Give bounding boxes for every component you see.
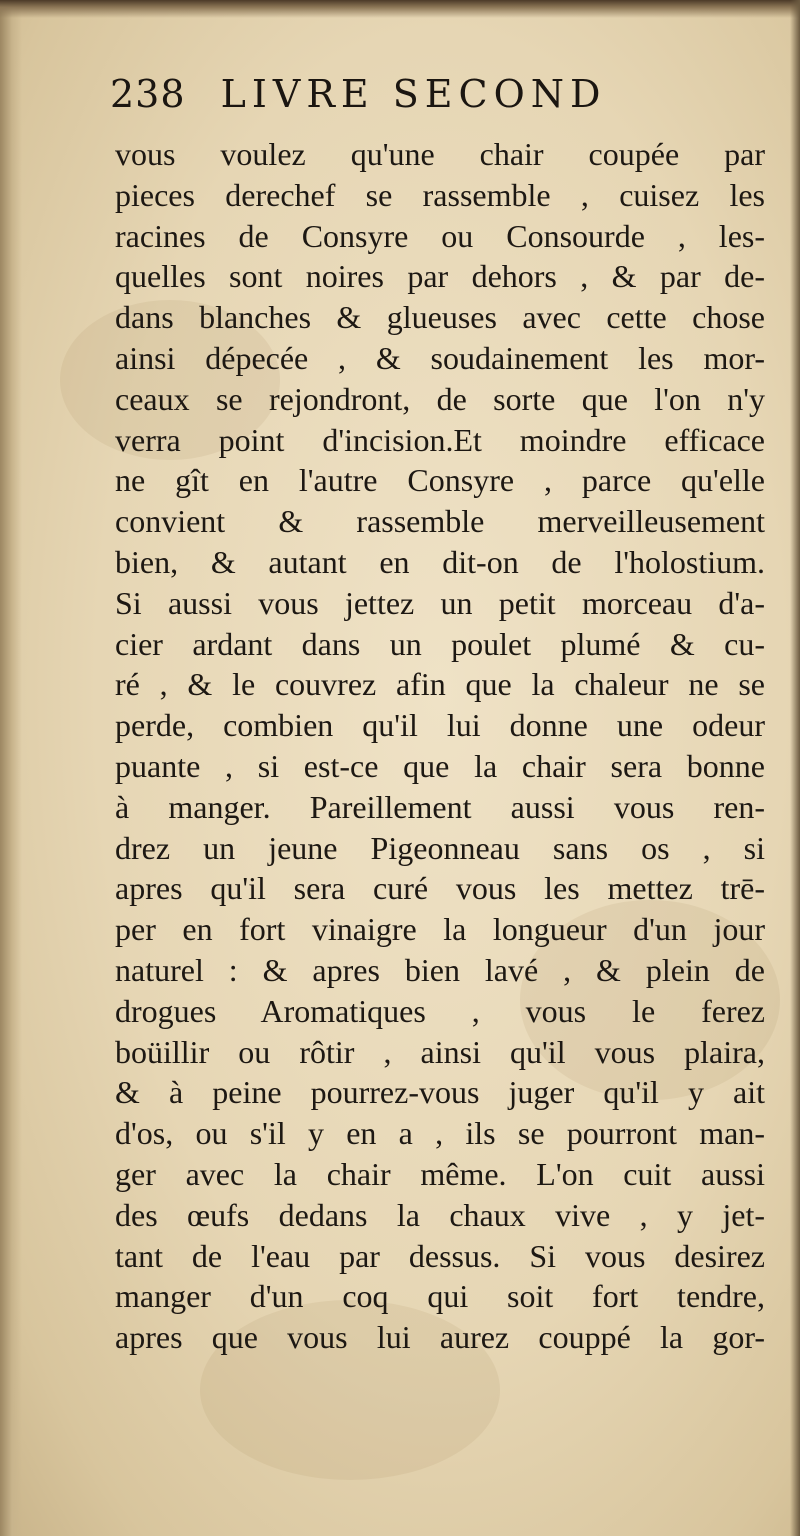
text-line: convient & rassemble merveilleusement xyxy=(115,503,765,540)
text-line: ainsi dépecée , & soudainement les mor- xyxy=(115,339,765,376)
running-head xyxy=(110,72,606,116)
text-line: bien, & autant en dit-on de l'holostium. xyxy=(115,543,765,580)
text-line: apres qu'il sera curé vous les mettez trē- xyxy=(115,870,765,907)
text-line: naturel : & apres bien lavé , & plein de xyxy=(115,951,765,988)
page-number: 238 xyxy=(110,72,186,116)
text-line: des œufs dedans la chaux vive , y jet- xyxy=(115,1196,765,1233)
text-line: cier ardant dans un poulet plumé & cu- xyxy=(115,625,765,662)
text-line: perde, combien qu'il lui donne une odeur xyxy=(115,707,765,744)
text-line: racines de Consyre ou Consourde , les- xyxy=(115,217,765,254)
text-line: ne gît en l'autre Consyre , parce qu'elle xyxy=(115,462,765,499)
text-line: per en fort vinaigre la longueur d'un jour xyxy=(115,911,765,948)
text-line: boüillir ou rôtir , ainsi qu'il vous plaira, xyxy=(115,1033,765,1070)
page-top-edge xyxy=(0,0,800,18)
text-line: dans blanches & glueuses avec cette chose xyxy=(115,299,765,336)
text-line: Si aussi vous jettez un petit morceau d'a- xyxy=(115,584,765,621)
text-line: pieces derechef se rassemble , cuisez les xyxy=(115,176,765,213)
text-line: tant de l'eau par dessus. Si vous desirez xyxy=(115,1237,765,1274)
body-text xyxy=(115,134,765,1358)
text-line: drez un jeune Pigeonneau sans os , si xyxy=(115,829,765,866)
text-line: manger d'un coq qui soit fort tendre, xyxy=(115,1278,765,1315)
text-line: ceaux se rejondront, de sorte que l'on n'y xyxy=(115,380,765,417)
text-line: vous voulez qu'une chair coupée par xyxy=(115,136,765,172)
text-line: d'os, ou s'il y en a , ils se pourront man- xyxy=(115,1115,765,1152)
text-line: puante , si est-ce que la chair sera bonne xyxy=(115,747,765,784)
text-line: drogues Aromatiques , vous le ferez xyxy=(115,992,765,1029)
text-line: & à peine pourrez-vous juger qu'il y ait xyxy=(115,1074,765,1111)
text-line: quelles sont noires par dehors , & par de- xyxy=(115,258,765,295)
text-line: à manger. Pareillement aussi vous ren- xyxy=(115,788,765,825)
text-line: verra point d'incision.Et moindre efficace xyxy=(115,421,765,458)
text-line: apres que vous lui aurez couppé la gor- xyxy=(115,1319,765,1356)
page-right-edge xyxy=(790,0,800,1536)
running-title: LIVRE SECOND xyxy=(220,72,607,116)
text-line: ger avec la chair même. L'on cuit aussi xyxy=(115,1155,765,1192)
page-left-edge xyxy=(0,0,22,1536)
text-line: ré , & le couvrez afin que la chaleur ne se xyxy=(115,666,765,703)
